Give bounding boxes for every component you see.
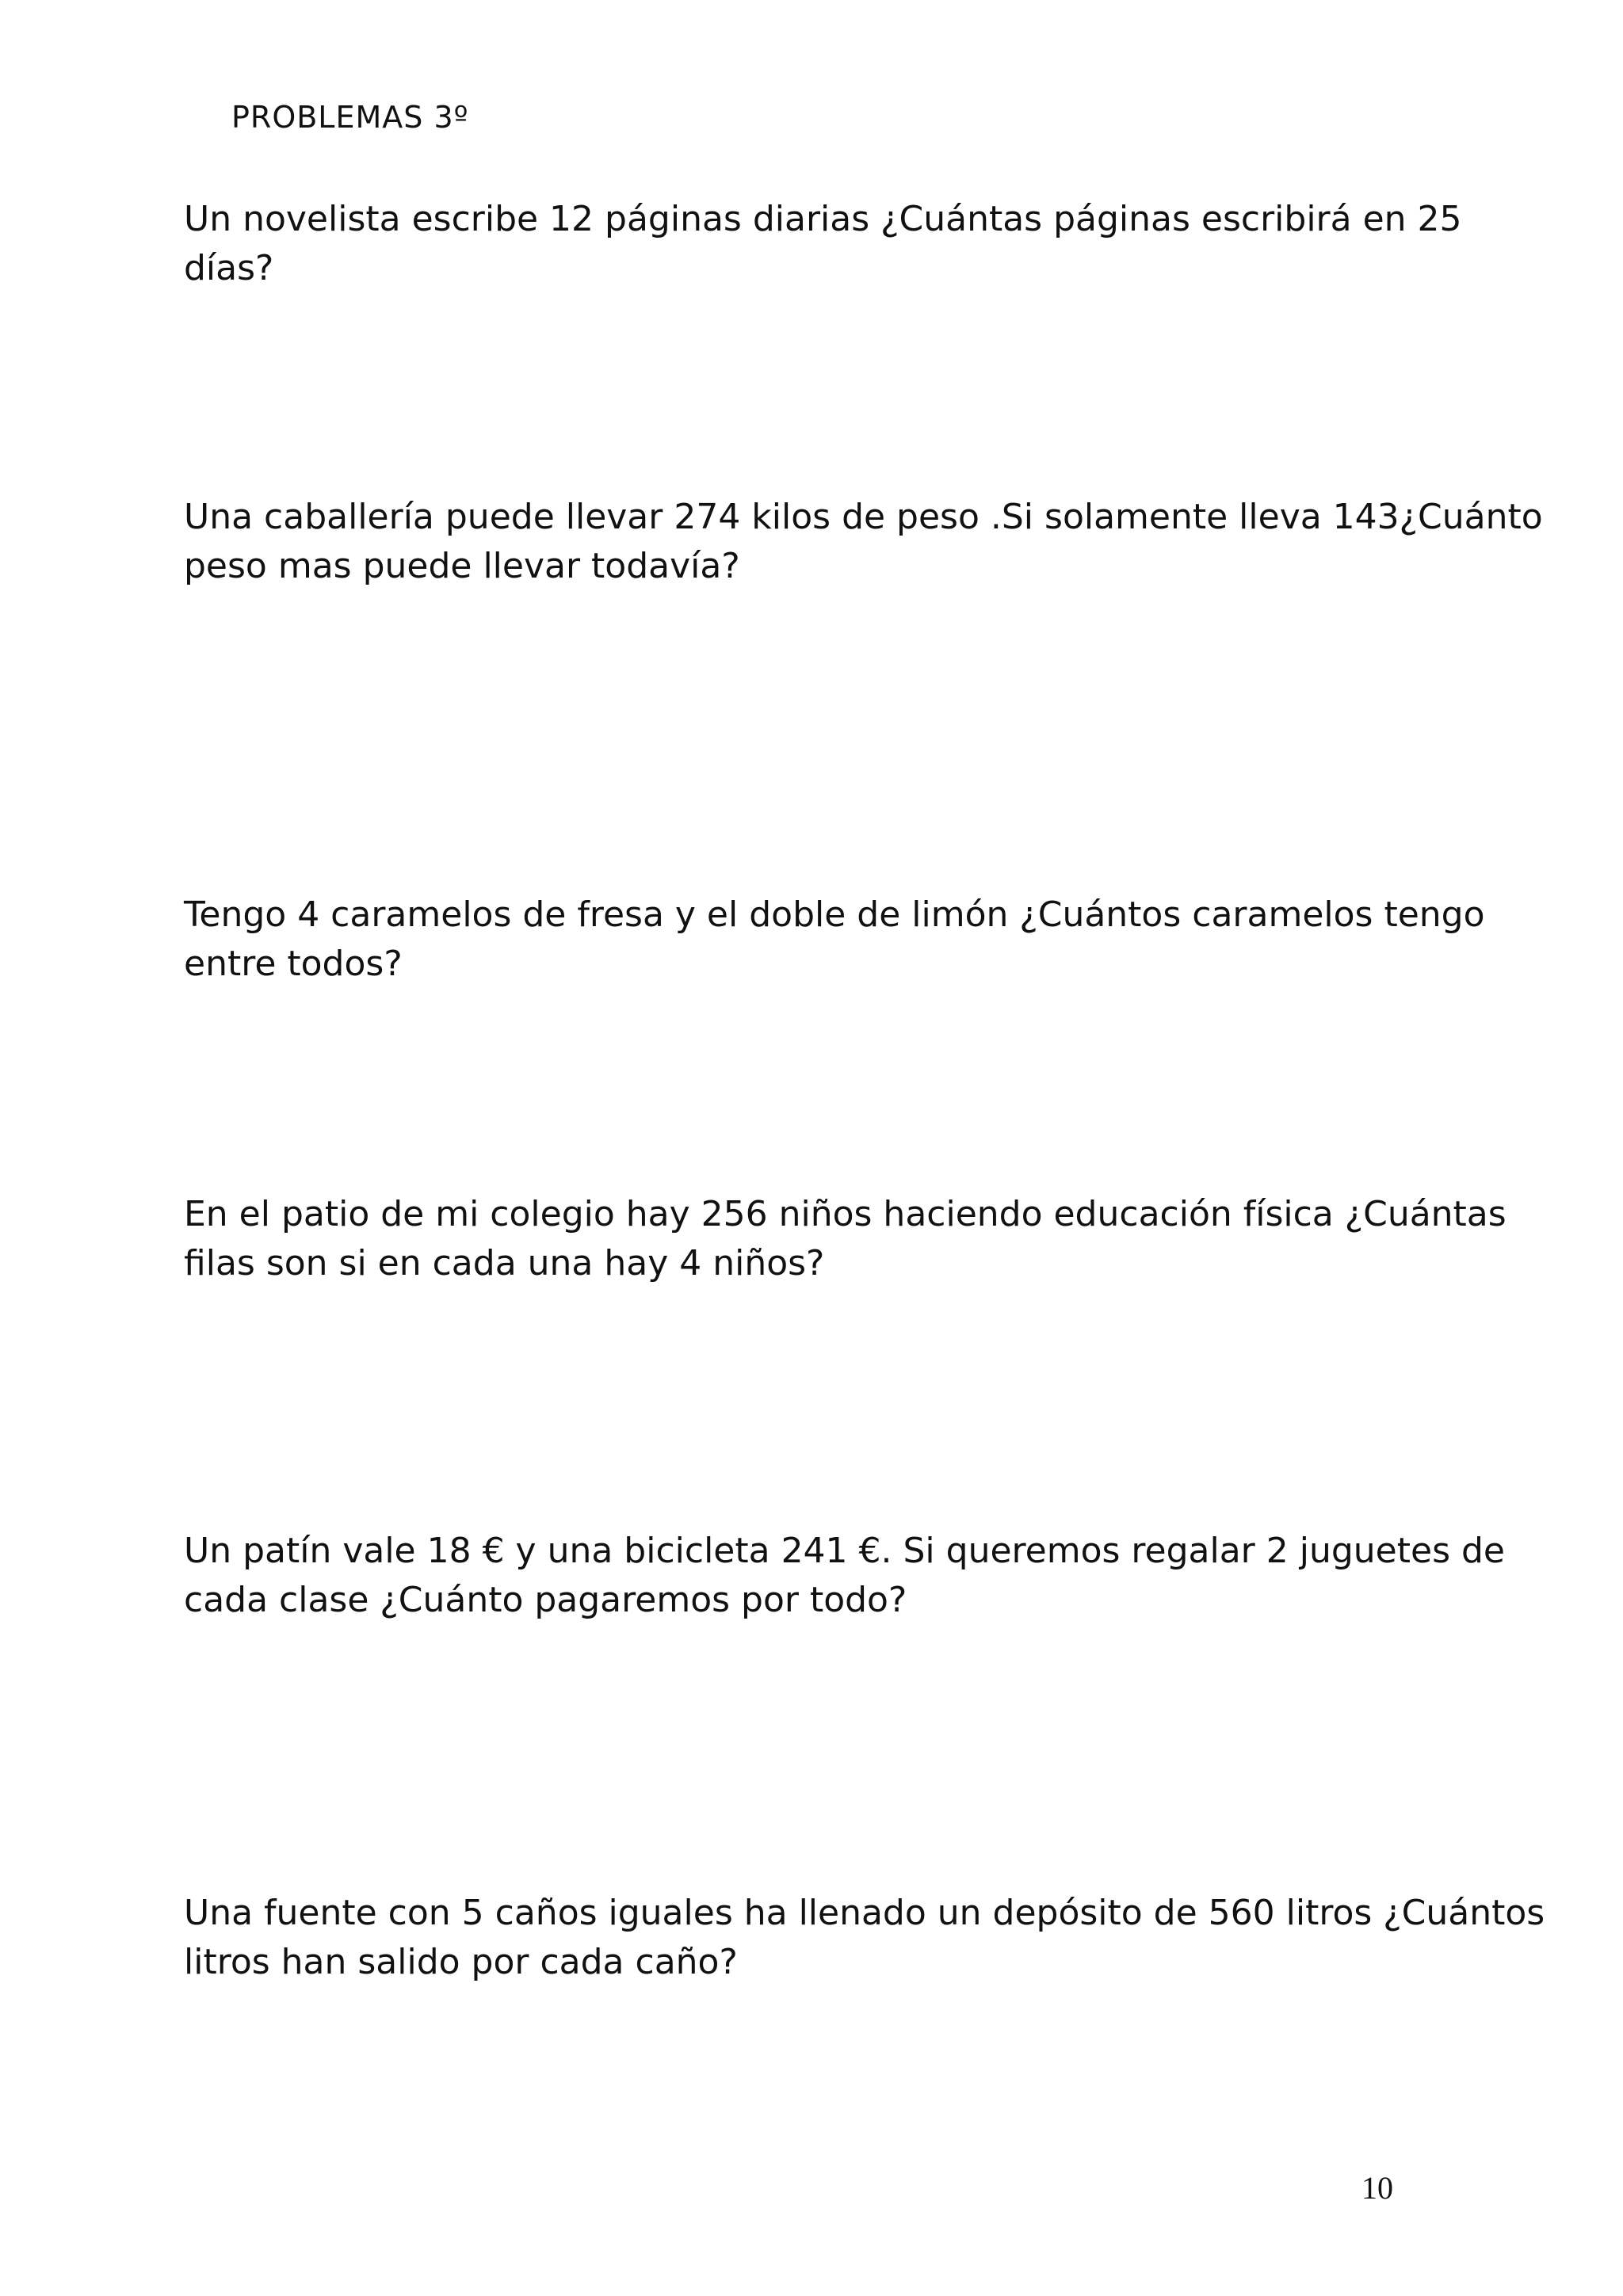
page-number: 10 [1361,2170,1393,2206]
problem-5: Un patín vale 18 € y una bicicleta 241 €. Si queremos regalar 2 juguetes de cada clase ¿Cuánto pagaremos por todo? [184,1531,1505,1620]
problem-1: Un novelista escribe 12 páginas diarias ¿Cuántas páginas escribirá en 25 días? [184,199,1462,288]
problem-6: Una fuente con 5 caños iguales ha llenado un depósito de 560 litros ¿Cuántos litros han salido por cada caño? [184,1893,1545,1982]
page-heading: PROBLEMAS 3º [231,100,469,135]
problem-3: Tengo 4 caramelos de fresa y el doble de limón ¿Cuántos caramelos tengo entre todos? [184,894,1485,984]
problem-4: En el patio de mi colegio hay 256 niños haciendo educación física ¿Cuántas filas son si en cada una hay 4 niños? [184,1194,1507,1283]
problem-2: Una caballería puede llevar 274 kilos de peso .Si solamente lleva 143¿Cuánto peso mas puede llevar todavía? [184,497,1543,586]
